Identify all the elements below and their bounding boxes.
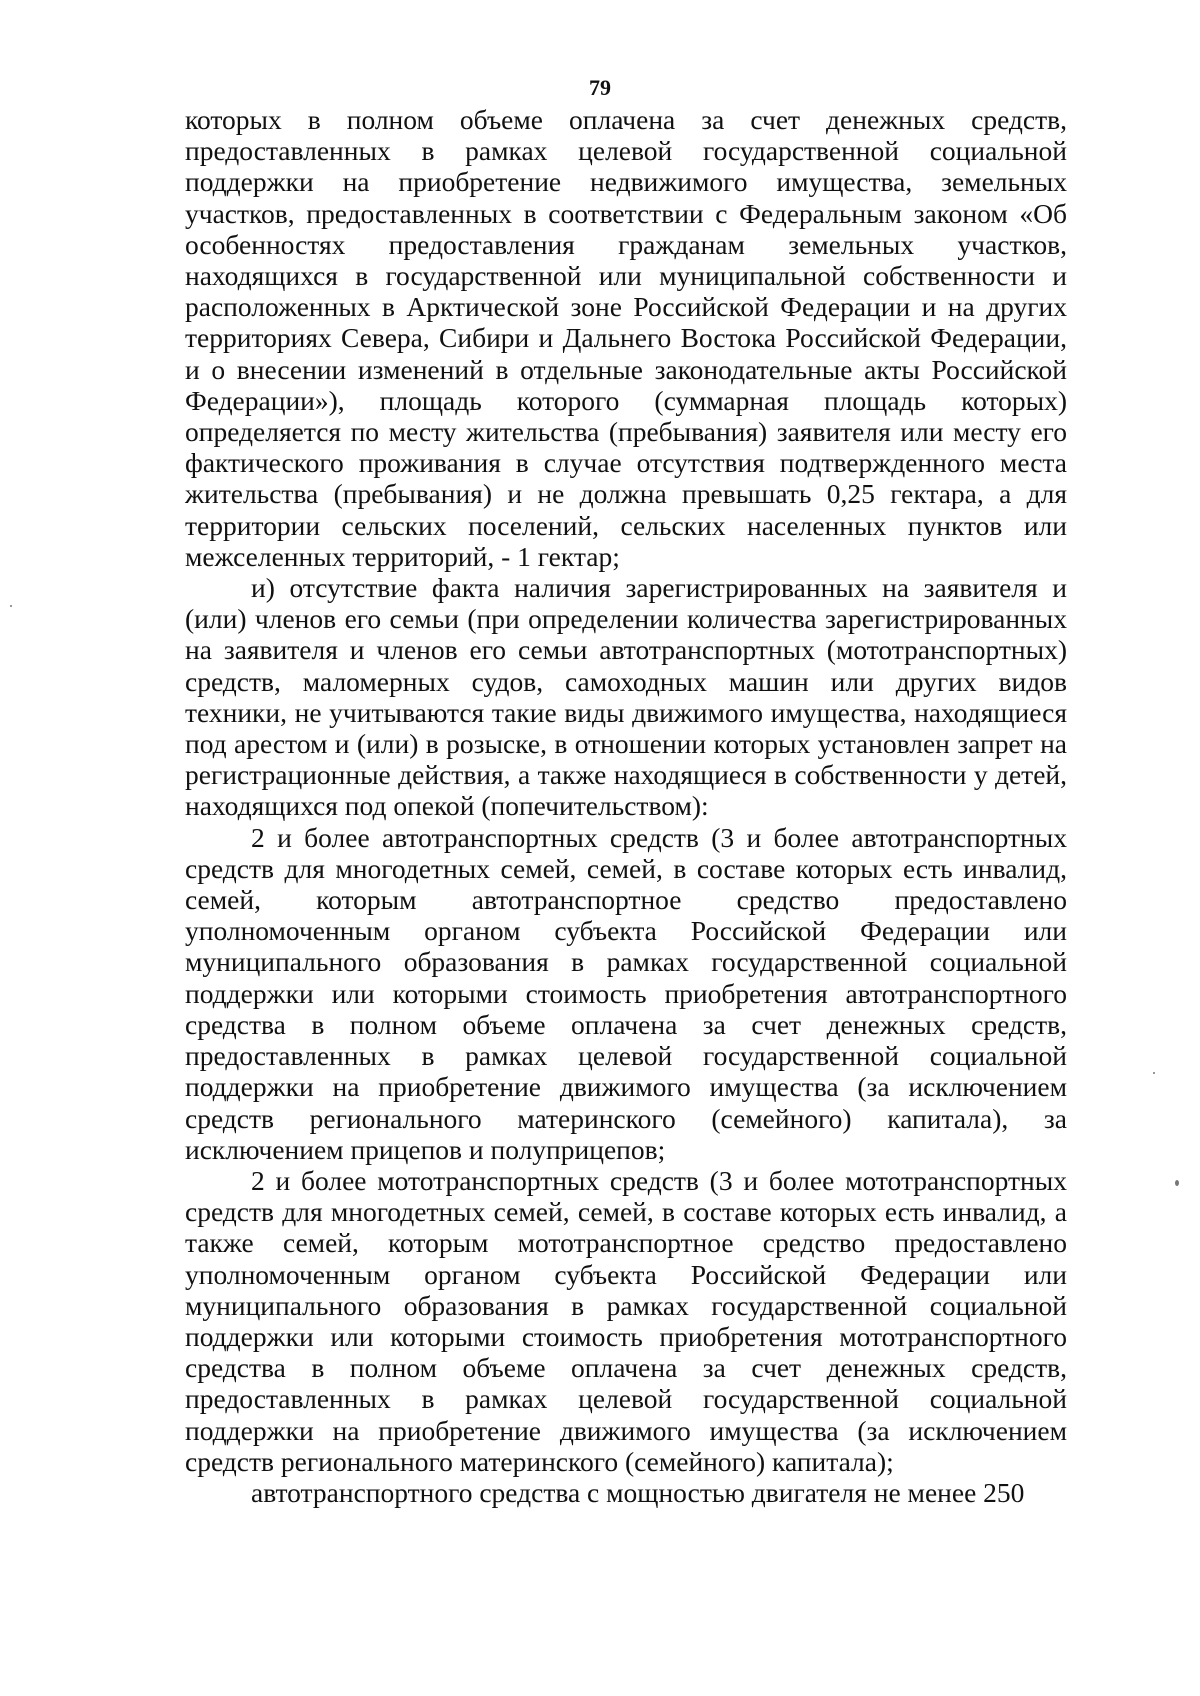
paragraph-continuation: которых в полном объеме оплачена за счет денежных средств, предоставленных в рамках целевой государственной социальной поддержки на приобретение недвижимого имущества, земельных участков, предоставленных в соответствии с Федеральным законом «Об особенностях предоставления гражданам земельных участков, находящихся в государственной или муниципальной собственности и расположенных в Арктической зоне Российской Федерации и на других территориях Севера, Сибири и Дальнего Востока Российской Федерации, и о внесении изменений в отдельные законодательные акты Российской Федерации»), площадь которого (суммарная площадь которых) определяется по месту жительства (пребывания) заявителя или месту его фактического проживания в случае отсутствия подтвержденного места жительства (пребывания) и не должна превышать 0,25 гектара, а для территории сельских поселений, сельских населенных пунктов или межселенных территорий, - 1 гектар; — [185, 104, 1067, 572]
document-body — [185, 104, 1067, 1508]
paragraph-motorcycles: 2 и более мототранспортных средств (3 и более мототранспортных средств для многодетных семей, семей, в составе которых есть инвалид, а также семей, которым мототранспортное средство предоставлено уполномоченным органом субъекта Российской Федерации или муниципального образования в рамках государственной социальной поддержки или которыми стоимость приобретения мототранспортного средства в полном объеме оплачена за счет денежных средств, предоставленных в рамках целевой государственной социальной поддержки на приобретение движимого имущества (за исключением средств регионального материнского (семейного) капитала); — [185, 1164, 1067, 1477]
scan-speck — [1153, 1072, 1155, 1074]
paragraph-cars: 2 и более автотранспортных средств (3 и более автотранспортных средств для многодетных семей, семей, в составе которых есть инвалид, семей, которым автотранспортное средство предоставлено уполномоченным органом субъекта Российской Федерации или муниципального образования в рамках государственной социальной поддержки или которыми стоимость приобретения автотранспортного средства в полном объеме оплачена за счет денежных средств, предоставленных в рамках целевой государственной социальной поддержки на приобретение движимого имущества (за исключением средств регионального материнского (семейного) капитала), за исключением прицепов и полуприцепов; — [185, 821, 1067, 1165]
scan-speck — [10, 605, 12, 607]
scan-speck — [1175, 1180, 1179, 1186]
paragraph-engine-power: автотранспортного средства с мощностью двигателя не менее 250 — [251, 1476, 1025, 1508]
page-number: 79 — [589, 75, 611, 100]
paragraph-item-i: и) отсутствие факта наличия зарегистрированных на заявителя и (или) членов его семьи (при определении количества зарегистрированных на заявителя и членов его семьи автотранспортных (мототранспортных) средств, маломерных судов, самоходных машин или других видов техники, не учитываются такие виды движимого имущества, находящиеся под арестом и (или) в розыске, в отношении которых установлен запрет на регистрационные действия, а также находящиеся в собственности у детей, находящихся под опекой (попечительством): — [185, 572, 1067, 822]
